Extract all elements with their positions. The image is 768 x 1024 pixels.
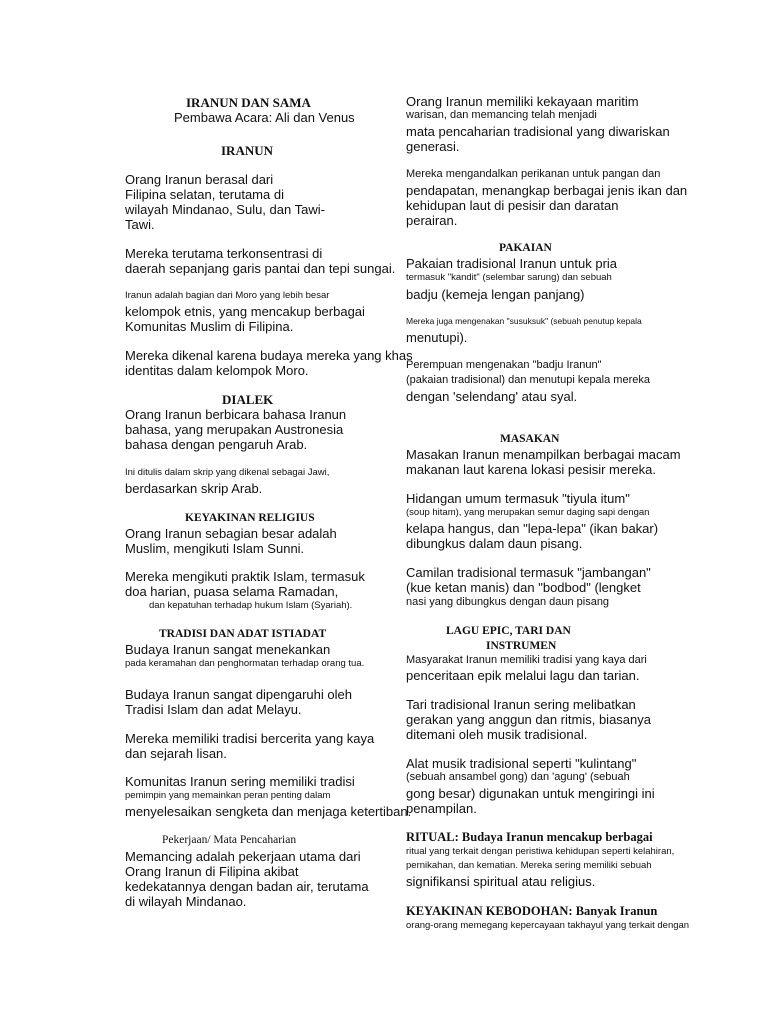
heading-masakan: MASAKAN [500,433,560,445]
text-line: Muslim, mengikuti Islam Sunni. [125,541,305,556]
text-line: badju (kemeja lengan panjang) [406,287,585,302]
text-line: Masakan Iranun menampilkan berbagai macam [406,447,681,462]
text-line: Hidangan umum termasuk "tiyula itum" [406,491,630,506]
text-line: di wilayah Mindanao. [125,894,247,909]
heading-ritual: RITUAL: Budaya Iranun mencakup berbagai [406,830,653,844]
text-line: Tawi. [125,217,155,232]
text-line: menyelesaikan sengketa dan menjaga ketertiban. [125,804,412,819]
text-line: dibungkus dalam daun pisang. [406,536,583,551]
text-line: Mereka mengikuti praktik Islam, termasuk [125,569,365,584]
heading-lagu-line2: INSTRUMEN [486,640,557,652]
text-line: generasi. [406,139,460,154]
text-line-small: Perempuan mengenakan "badju Iranun" [406,359,602,371]
text-line: Orang Iranun berasal dari [125,172,274,187]
heading-keyakinan-religius: KEYAKINAN RELIGIUS [185,512,315,524]
text-line: Tradisi Islam dan adat Melayu. [125,702,302,717]
text-line: Tari tradisional Iranun sering melibatkan [406,697,636,712]
text-line: bahasa dengan pengaruh Arab. [125,437,308,452]
text-line: Camilan tradisional termasuk "jambangan" [406,565,651,580]
text-line: mata pencaharian tradisional yang diwariskan [406,124,670,139]
text-line: ditemani oleh musik tradisional. [406,727,588,742]
text-line-small: nasi yang dibungkus dengan daun pisang [406,596,610,608]
heading-pekerjaan: Pekerjaan/ Mata Pencaharian [162,834,297,846]
text-line: identitas dalam kelompok Moro. [125,363,309,378]
heading-keyakinan-kebodohan: KEYAKINAN KEBODOHAN: Banyak Iranun [406,904,658,918]
text-line: Orang Iranun di Filipina akibat [125,864,299,879]
text-line-small: (sebuah ansambel gong) dan 'agung' (sebuah [406,771,630,783]
text-line-small: warisan, dan memancing telah menjadi [406,109,597,121]
text-line-small: Iranun adalah bagian dari Moro yang lebih besar [125,290,330,301]
text-line: Mereka dikenal karena budaya mereka yang khas [125,348,413,363]
text-line-small: Ini ditulis dalam skrip yang dikenal sebagai Jawi, [125,467,330,478]
text-line-small: pemimpin yang memainkan peran penting dalam [125,790,331,801]
text-line: berdasarkan skrip Arab. [125,481,263,496]
text-line: makanan laut karena lokasi pesisir mereka. [406,462,657,477]
text-line-small: ritual yang terkait dengan peristiwa kehidupan seperti kelahiran, [406,846,675,857]
text-line: Orang Iranun memiliki kekayaan maritim [406,94,639,109]
heading-iranun: IRANUN [221,143,273,158]
text-line: Alat musik tradisional seperti "kulintang" [406,756,637,771]
text-line: menutupi). [406,330,468,345]
text-line: (kue ketan manis) dan "bodbod" (lengket [406,580,641,595]
text-line: penceritaan epik melalui lagu dan tarian. [406,668,640,683]
text-line: kedekatannya dengan badan air, terutama [125,879,369,894]
text-line: penampilan. [406,801,477,816]
text-line-small: (soup hitam), yang merupakan semur daging sapi dengan [406,507,650,518]
text-line-small: dan kepatuhan terhadap hukum Islam (Syariah). [149,600,353,611]
heading-tradisi: TRADISI DAN ADAT ISTIADAT [159,628,327,640]
text-line: kehidupan laut di pesisir dan daratan [406,198,619,213]
text-line-small: termasuk "kandit" (selembar sarung) dan sebuah [406,272,612,283]
text-line: kelapa hangus, dan "lepa-lepa" (ikan bakar) [406,521,659,536]
text-line-small: Masyarakat Iranun memiliki tradisi yang kaya dari [406,654,647,666]
text-line-small: pada keramahan dan penghormatan terhadap orang tua. [125,658,365,669]
text-line: Pakaian tradisional Iranun untuk pria [406,256,618,271]
text-line: gong besar) digunakan untuk mengiringi ini [406,786,655,801]
text-line: gerakan yang anggun dan ritmis, biasanya [406,712,651,727]
text-line: doa harian, puasa selama Ramadan, [125,584,339,599]
text-line: signifikansi spiritual atau religius. [406,874,596,889]
text-line: Mereka terutama terkonsentrasi di [125,246,323,261]
document-subtitle: Pembawa Acara: Ali dan Venus [174,110,355,125]
text-line: Komunitas Iranun sering memiliki tradisi [125,774,355,789]
heading-lagu: LAGU EPIC, TARI DAN [446,625,571,637]
text-line-small: pernikahan, dan kematian. Mereka sering memiliki sebuah [406,860,652,871]
text-line: kelompok etnis, yang mencakup berbagai [125,304,365,319]
text-line: Orang Iranun berbicara bahasa Iranun [125,407,347,422]
heading-dialek: DIALEK [222,392,274,407]
text-line: dan sejarah lisan. [125,746,227,761]
text-line: bahasa, yang merupakan Austronesia [125,422,344,437]
document-title: IRANUN DAN SAMA [186,95,311,110]
text-line-small: Mereka juga mengenakan "susuksuk" (sebuah penutup kepala [406,316,642,326]
text-line: Filipina selatan, terutama di [125,187,284,202]
text-line: pendapatan, menangkap berbagai jenis ikan dan [406,183,688,198]
text-line: daerah sepanjang garis pantai dan tepi sungai. [125,261,396,276]
text-line: wilayah Mindanao, Sulu, dan Tawi- [125,202,325,217]
text-line: Orang Iranun sebagian besar adalah [125,526,337,541]
text-line-small: orang-orang memegang kepercayaan takhayul yang terkait dengan [406,920,690,931]
text-line: perairan. [406,213,458,228]
text-line: Memancing adalah pekerjaan utama dari [125,849,361,864]
text-line: dengan 'selendang' atau syal. [406,389,578,404]
text-line-small: (pakaian tradisional) dan menutupi kepala mereka [406,374,650,386]
text-line: Mereka memiliki tradisi bercerita yang kaya [125,731,375,746]
text-line-small: Mereka mengandalkan perikanan untuk pangan dan [406,168,661,180]
text-line: Komunitas Muslim di Filipina. [125,319,294,334]
text-line: Budaya Iranun sangat dipengaruhi oleh [125,687,352,702]
text-line: Budaya Iranun sangat menekankan [125,642,331,657]
heading-pakaian: PAKAIAN [499,242,552,254]
